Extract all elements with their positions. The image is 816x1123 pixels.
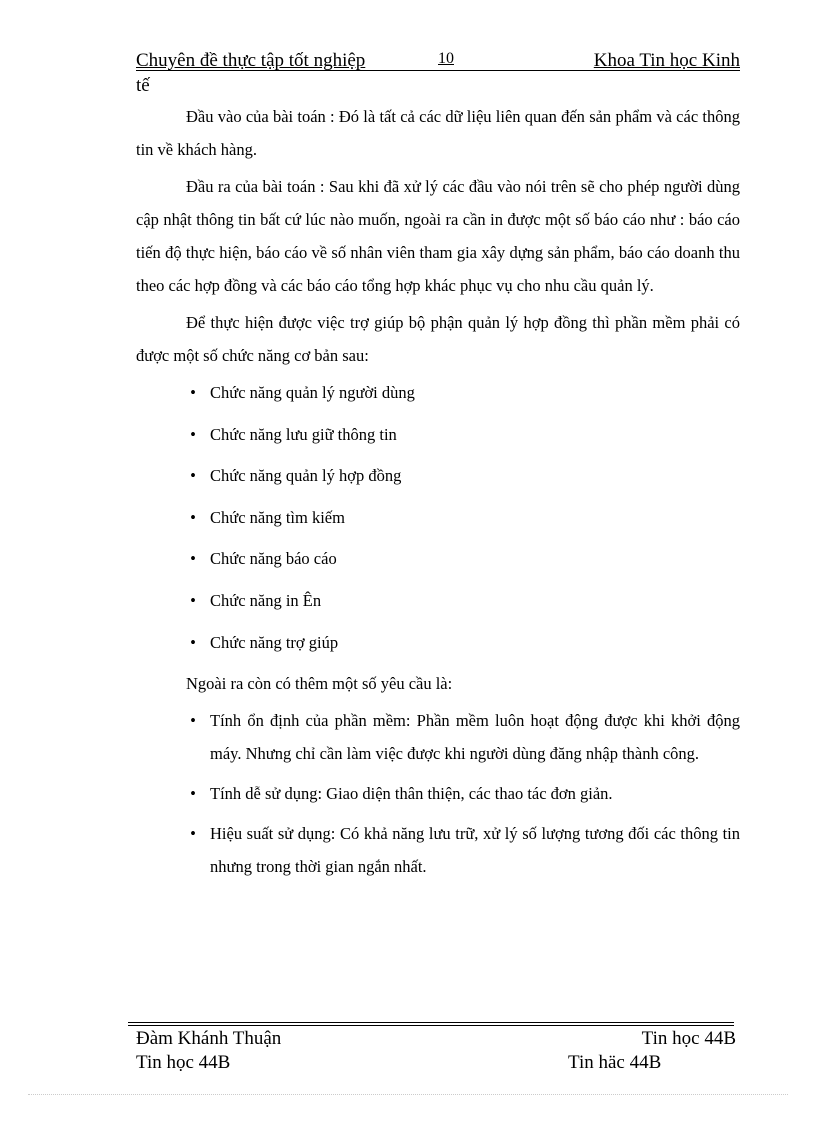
paragraph-input: Đầu vào của bài toán : Đó là tất cả các dữ liệu liên quan đến sản phẩm và các thông tin về khách hàng. [136, 107, 740, 159]
bullet-icon: • [190, 824, 196, 844]
header-title: Chuyên đề thực tập tốt nghiệp [136, 50, 366, 71]
list-item [136, 777, 740, 810]
bullet-icon: • [190, 507, 196, 527]
list-item-text: Chức năng trợ giúp [210, 632, 339, 652]
list-item-text: Tính dễ sử dụng: Giao diện thân thiện, các thao tác đơn giản. [210, 784, 613, 804]
list-item-text: Chức năng tìm kiếm [210, 507, 345, 527]
bullet-icon: • [190, 711, 196, 731]
paragraph-output: Đầu ra của bài toán : Sau khi đã xử lý các đầu vào nói trên sẽ cho phép người dùng cập nhật thông tin bất cứ lúc nào muốn, ngoài ra cần in được một số báo cáo như : báo cáo tiến độ thực hiện, báo cáo về số nhân viên tham gia xây dựng sản phẩm, báo cáo doanh thu theo các hợp đồng và các báo cáo tổng hợp khác phục vụ cho nhu cầu quản lý. [136, 177, 740, 295]
footer-class-garbled: Tin häc 44B [568, 1052, 662, 1073]
list-item-text: Chức năng quản lý hợp đồng [210, 466, 402, 486]
bullet-icon: • [190, 549, 196, 569]
page-header [136, 50, 740, 94]
list-item [136, 704, 740, 770]
footer-rule [128, 1025, 734, 1026]
bullet-icon: • [190, 424, 196, 444]
list-item [136, 376, 740, 409]
list-item [136, 459, 740, 492]
bullet-icon: • [190, 383, 196, 402]
list-item [136, 584, 740, 617]
footer-author: Đàm Khánh Thuận [136, 1028, 282, 1049]
list-item [136, 542, 740, 575]
list-item [136, 626, 740, 659]
bullet-icon: • [190, 632, 196, 652]
list-item-text: Chức năng báo cáo [210, 549, 337, 569]
footer-class-left: Tin học 44B [136, 1052, 231, 1073]
paragraph-requirements-intro: Ngoài ra còn có thêm một số yêu cầu là: [186, 674, 453, 694]
footer-class-right: Tin học 44B [641, 1028, 736, 1049]
list-item [136, 418, 740, 451]
list-item [136, 817, 740, 883]
list-item [136, 501, 740, 534]
bullet-icon: • [190, 466, 196, 486]
paragraph-functions-intro: Để thực hiện được việc trợ giúp bộ phận quản lý hợp đồng thì phần mềm phải có được một số chức năng cơ bản sau: [136, 313, 740, 365]
document-body [136, 100, 740, 890]
header-department: Khoa Tin học Kinh [593, 50, 740, 71]
header-rule [136, 70, 740, 71]
bullet-icon: • [190, 590, 196, 610]
bullet-icon: • [190, 784, 196, 804]
page-number: 10 [438, 50, 454, 67]
list-item-text: Chức năng lưu giữ thông tin [210, 424, 397, 444]
list-item-text: Tính ổn định của phần mềm: Phần mềm luôn hoạt động được khi khởi động máy. Nhưng chỉ cần làm việc được khi người dùng đăng nhập thành công. [210, 711, 740, 764]
requirement-list [136, 704, 740, 883]
page-footer [128, 1022, 736, 1082]
list-item-text: Chức năng in Ên [210, 590, 322, 610]
function-list [136, 376, 740, 659]
list-item-text: Hiệu suất sử dụng: Có khả năng lưu trữ, xử lý số lượng tương đối các thông tin nhưng trong thời gian ngắn nhất. [210, 824, 740, 877]
header-continuation: tế [136, 75, 150, 96]
page-edge-divider [28, 1094, 788, 1095]
list-item-text: Chức năng quản lý người dùng [210, 383, 415, 402]
footer-rule [128, 1022, 734, 1023]
